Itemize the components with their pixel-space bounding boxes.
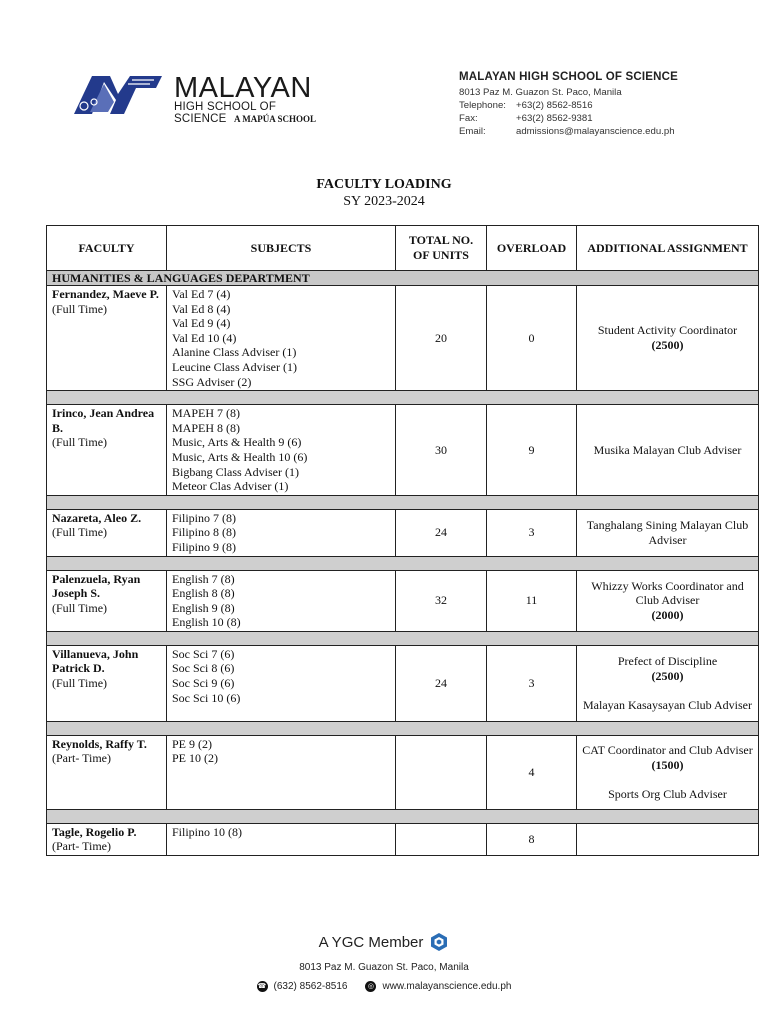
assignment-cell [577, 570, 759, 631]
subject-item: Val Ed 10 (4) [172, 330, 237, 345]
title-line-2: SY 2023-2024 [343, 194, 425, 209]
units-cell [396, 823, 487, 855]
units-cell: 20 [396, 286, 487, 391]
assignment-line: Tanghalang Sining Malayan Club Adviser [586, 518, 749, 547]
faculty-name: Irinco, Jean Andrea B. [52, 406, 155, 435]
school-contact-block [459, 71, 678, 138]
units-cell: 24 [396, 645, 487, 721]
separator-cell [47, 391, 759, 405]
header-units: TOTAL NO. OF UNITS [396, 226, 487, 271]
row-separator [47, 721, 759, 735]
footer-contact [0, 981, 768, 992]
faculty-status: (Full Time) [52, 435, 108, 450]
faculty-status: (Part- Time) [52, 839, 112, 854]
title-line-1: FACULTY LOADING [316, 177, 452, 192]
faculty-status: (Full Time) [52, 301, 108, 316]
faculty-name: Nazareta, Aleo Z. [52, 510, 142, 525]
faculty-row [47, 735, 759, 809]
units-cell: 30 [396, 405, 487, 496]
units-cell: 32 [396, 570, 487, 631]
subject-item: Filipino 9 (8) [172, 539, 237, 554]
assignment-line: (2000) [651, 607, 684, 622]
subject-item: Meteor Clas Adviser (1) [172, 479, 289, 494]
subject-item: Soc Sci 10 (6) [172, 690, 241, 705]
assignment-line [582, 772, 753, 787]
faculty-row [47, 509, 759, 556]
faculty-name: Palenzuela, Ryan Joseph S. [52, 571, 141, 601]
phone-icon: ☎ [257, 983, 267, 990]
subject-item: English 9 (8) [172, 600, 235, 615]
faculty-loading-table [46, 225, 759, 856]
faculty-name: Fernandez, Maeve P. [52, 287, 159, 301]
overload-cell: 0 [487, 286, 577, 391]
faculty-cell [47, 735, 167, 809]
faculty-cell [47, 509, 167, 556]
fax-label: Fax: [459, 113, 478, 124]
assignment-cell [577, 823, 759, 855]
subjects-cell [167, 645, 396, 721]
school-name: MALAYAN HIGH SCHOOL OF SCIENCE [459, 71, 678, 83]
header-additional-assignment: ADDITIONAL ASSIGNMENT [577, 226, 759, 271]
separator-cell [47, 809, 759, 823]
overload-cell: 4 [487, 735, 577, 809]
header-faculty: FACULTY [47, 226, 167, 271]
faculty-name: Tagle, Rogelio P. [52, 824, 137, 839]
subject-item: Val Ed 8 (4) [172, 301, 231, 316]
assignment-cell [577, 645, 759, 721]
row-separator [47, 391, 759, 405]
email-value: admissions@malayanscience.edu.ph [516, 126, 675, 137]
subject-item: Filipino 8 (8) [172, 525, 237, 540]
faculty-cell [47, 286, 167, 391]
faculty-row [47, 570, 759, 631]
separator-cell [47, 495, 759, 509]
assignment-line: CAT Coordinator and Club Adviser [582, 743, 753, 758]
subject-item: SSG Adviser (2) [172, 374, 252, 389]
assignment-line: (2500) [651, 338, 684, 353]
row-separator [47, 631, 759, 645]
subject-item: PE 10 (2) [172, 751, 218, 766]
logo-subtitle: HIGH SCHOOL OF SCIENCE [174, 101, 277, 125]
assignment-cell [577, 509, 759, 556]
subject-item: Music, Arts & Health 9 (6) [172, 435, 302, 450]
department-row [47, 271, 759, 286]
subject-item: MAPEH 8 (8) [172, 420, 240, 435]
header-subjects: SUBJECTS [167, 226, 396, 271]
subjects-cell [167, 405, 396, 496]
faculty-row [47, 286, 759, 391]
subject-item: English 10 (8) [172, 615, 241, 630]
subject-item: English 8 (8) [172, 586, 235, 601]
faculty-status: (Full Time) [52, 676, 108, 691]
assignment-line: Musika Malayan Club Adviser [593, 442, 742, 457]
subject-item: Music, Arts & Health 10 (6) [172, 449, 308, 464]
subjects-cell [167, 509, 396, 556]
overload-cell: 3 [487, 509, 577, 556]
faculty-row [47, 823, 759, 855]
email-label: Email: [459, 126, 486, 137]
assignment-line: Prefect of Discipline [617, 654, 718, 669]
overload-cell: 3 [487, 645, 577, 721]
subject-item: MAPEH 7 (8) [172, 406, 240, 421]
overload-cell: 11 [487, 570, 577, 631]
subject-item: Val Ed 7 (4) [172, 287, 231, 301]
subject-item: Filipino 10 (8) [172, 824, 243, 839]
assignment-cell [577, 405, 759, 496]
page-footer [0, 932, 768, 992]
faculty-cell [47, 823, 167, 855]
faculty-row [47, 405, 759, 496]
assignment-line: Sports Org Club Adviser [608, 786, 727, 801]
school-address: 8013 Paz M. Guazon St. Paco, Manila [459, 87, 622, 98]
faculty-row [47, 645, 759, 721]
telephone-value: +63(2) 8562-8516 [516, 100, 593, 111]
assignment-line: (2500) [651, 668, 684, 683]
ygc-label: A YGC Member [318, 933, 424, 951]
footer-address: 8013 Paz M. Guazon St. Paco, Manila [299, 962, 469, 973]
assignment-cell [577, 735, 759, 809]
subject-item: Soc Sci 9 (6) [172, 676, 235, 691]
overload-cell: 9 [487, 405, 577, 496]
subject-item: Bigbang Class Adviser (1) [172, 464, 299, 479]
row-separator [47, 556, 759, 570]
row-separator [47, 809, 759, 823]
footer-phone: (632) 8562-8516 [273, 981, 348, 992]
units-cell [396, 735, 487, 809]
faculty-name: Villanueva, John Patrick D. [52, 646, 139, 676]
subject-item: Val Ed 9 (4) [172, 316, 231, 331]
separator-cell [47, 721, 759, 735]
ygc-hexagon-icon [429, 932, 449, 952]
footer-website[interactable]: www.malayanscience.edu.ph [382, 981, 512, 992]
faculty-status: (Full Time) [52, 600, 108, 615]
faculty-name: Reynolds, Raffy T. [52, 736, 147, 751]
assignment-line: (1500) [651, 757, 684, 772]
row-separator [47, 495, 759, 509]
separator-cell [47, 631, 759, 645]
subject-item: Leucine Class Adviser (1) [172, 359, 297, 374]
subject-item: English 7 (8) [172, 571, 235, 586]
subjects-cell [167, 735, 396, 809]
ygc-member [0, 932, 768, 952]
overload-cell: 8 [487, 823, 577, 855]
faculty-cell [47, 645, 167, 721]
assignment-line: Student Activity Coordinator [597, 323, 738, 338]
assignment-line: Whizzy Works Coordinator and Club Adviser [591, 578, 744, 608]
header-overload: OVERLOAD [487, 226, 577, 271]
assignment-line: Malayan Kasaysayan Club Adviser [583, 697, 752, 712]
assignment-cell [577, 286, 759, 391]
table-header-row [47, 226, 759, 271]
globe-icon: ◎ [365, 981, 376, 992]
fax-value: +63(2) 8562-9381 [516, 113, 593, 124]
faculty-status: (Full Time) [52, 525, 108, 540]
malayan-logo-icon [70, 72, 166, 118]
subject-item: Soc Sci 7 (6) [172, 646, 235, 661]
school-logo [70, 70, 330, 130]
subject-item: Filipino 7 (8) [172, 510, 237, 525]
faculty-cell [47, 405, 167, 496]
department-label: HUMANITIES & LANGUAGES DEPARTMENT [47, 271, 759, 286]
faculty-status: (Part- Time) [52, 751, 112, 766]
separator-cell [47, 556, 759, 570]
subjects-cell [167, 823, 396, 855]
units-cell: 24 [396, 509, 487, 556]
subject-item: Soc Sci 8 (6) [172, 661, 235, 676]
telephone-label: Telephone: [459, 100, 506, 111]
subjects-cell [167, 286, 396, 391]
document-title [0, 176, 768, 210]
assignment-line [582, 683, 753, 698]
logo-name: MALAYAN [174, 72, 312, 104]
subjects-cell [167, 570, 396, 631]
faculty-cell [47, 570, 167, 631]
subject-item: Alanine Class Adviser (1) [172, 345, 297, 360]
logo-tagline: A MAPÚA SCHOOL [234, 114, 317, 124]
subject-item: PE 9 (2) [172, 736, 212, 751]
